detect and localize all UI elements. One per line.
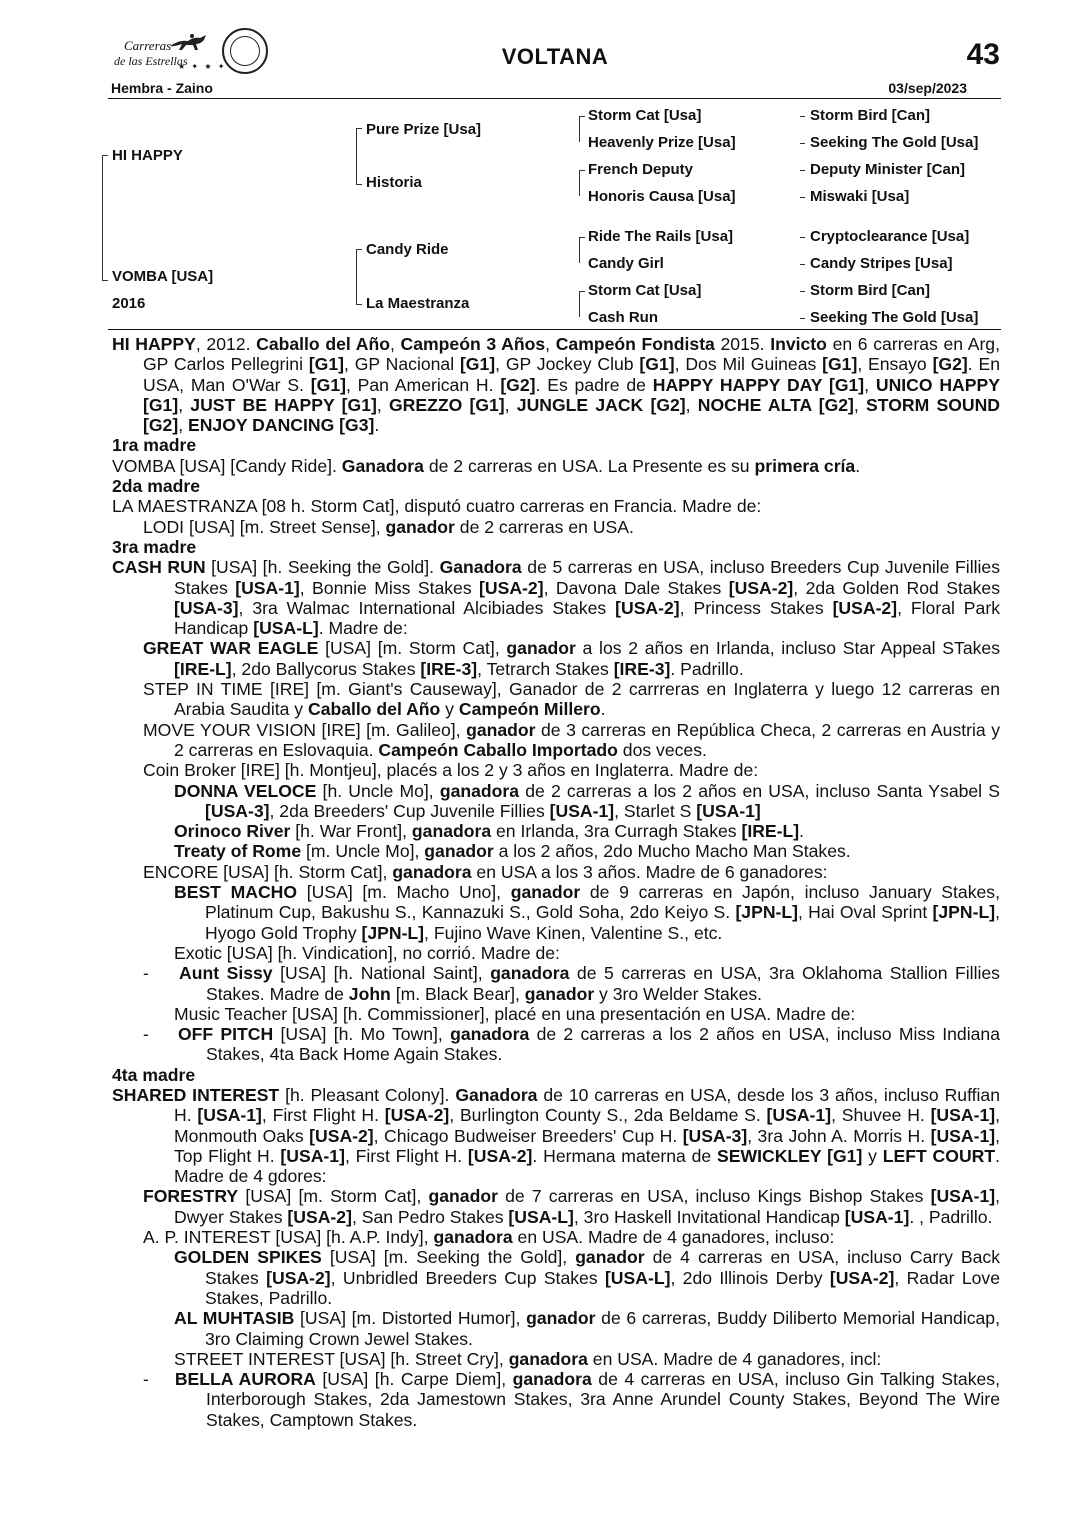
pedigree-gen3-8: Cash Run bbox=[588, 309, 659, 326]
pedigree-dash bbox=[800, 318, 805, 319]
produce-entry: - Aunt Sissy [USA] [h. National Saint], ganadora de 5 carreras en USA, 3ra Oklahoma Stallion Fillies Stakes. Madre de John [m. Black Bear], ganador y 3ro Welder Stakes. bbox=[143, 963, 1000, 1004]
fourth-dam-produce-list bbox=[112, 1186, 1000, 1430]
pedigree-gen3-4: Honoris Causa [Usa] bbox=[588, 188, 736, 205]
fourth-dam-paragraph: SHARED INTEREST [h. Pleasant Colony]. Ganadora de 10 carreras en USA, desde los 3 años, incluso Ruffian H. [USA-1], First Flight H. [USA-2], Burlington County S., 2da Beldame S. [USA-1], Shuvee H. [USA-1], Monmouth Oaks [USA-2], Chicago Budweiser Breeders' Cup H. [USA-3], 3ra John A. Morris H. [USA-1], Top Flight H. [USA-1], First Flight H. [USA-2]. Hermana materna de SEWICKLEY [G1] y LEFT COURT. Madre de 4 gdores: bbox=[112, 1084, 1001, 1187]
produce-entry: GOLDEN SPIKES [USA] [m. Seeking the Gold], ganador de 4 carreras en USA, incluso Carry Back Stakes [USA-2], Unbridled Breeders Cup Stakes [USA-L], 2do Illinois Derby [USA-2], Radar Love Stakes, Padrillo. bbox=[174, 1247, 1000, 1308]
stars-decoration-icon: ★ ✦ ★ ✦ bbox=[178, 62, 227, 71]
first-dam-paragraph: VOMBA [USA] [Candy Ride]. Ganadora de 2 carreras en USA. La Presente es su primera cría. bbox=[112, 455, 861, 476]
pedigree-bracket bbox=[102, 155, 103, 280]
produce-entry: ENCORE [USA] [h. Storm Cat], ganadora en USA a los 3 años. Madre de 6 ganadores: bbox=[143, 861, 828, 882]
catalog-date: 03/sep/2023 bbox=[888, 80, 967, 96]
produce-entry: Exotic [USA] [h. Vindication], no corrió. Madre de: bbox=[174, 942, 560, 963]
pedigree-gen4-1: Storm Bird [Can] bbox=[810, 107, 930, 124]
pedigree-dash bbox=[800, 264, 805, 265]
pedigree-bracket bbox=[579, 237, 580, 263]
pedigree-bracket bbox=[579, 291, 580, 317]
pedigree-bracket bbox=[579, 116, 580, 142]
produce-entry: - BELLA AURORA [USA] [h. Carpe Diem], ganadora de 4 carreras en USA, incluso Gin Talking Stakes, Interborough Stakes, 2da Jamestown Stakes, 3ra Anne Arundel County Stakes, Beyond The Wire Stakes, Camptown Stakes. bbox=[143, 1369, 1000, 1430]
produce-entry: GREAT WAR EAGLE [USA] [m. Storm Cat], ganador a los 2 años en Irlanda, incluso Star Appeal STakes [IRE-L], 2do Ballycorus Stakes [IRE-3], Tetrarch Stakes [IRE-3]. Padrillo. bbox=[143, 638, 1001, 679]
pedigree-bracket-tick bbox=[356, 249, 362, 250]
pedigree-dash bbox=[800, 116, 805, 117]
pedigree-bracket-tick bbox=[356, 304, 362, 305]
produce-entry: A. P. INTEREST [USA] [h. A.P. Indy], ganadora en USA. Madre de 4 ganadores, incluso: bbox=[143, 1227, 835, 1248]
pedigree-sire: HI HAPPY bbox=[112, 147, 183, 164]
pedigree-bracket-tick bbox=[102, 280, 108, 281]
pedigree-gen3-2: Heavenly Prize [Usa] bbox=[588, 134, 736, 151]
pedigree-gen2-4: La Maestranza bbox=[366, 295, 470, 312]
page-number: 43 bbox=[966, 38, 1000, 71]
pedigree-gen3-3: French Deputy bbox=[588, 161, 694, 178]
pedigree-bracket-tick bbox=[102, 155, 108, 156]
header-divider bbox=[108, 98, 1001, 99]
pedigree-divider bbox=[108, 329, 1001, 330]
fourth-dam-heading: 4ta madre bbox=[112, 1064, 196, 1085]
produce-entry: FORESTRY [USA] [m. Storm Cat], ganador de 7 carreras en USA, incluso Kings Bishop Stakes [USA-1], Dwyer Stakes [USA-2], San Pedro Stakes [USA-L], 3ro Haskell Invitational Handicap [USA-1]. , Padrillo. bbox=[143, 1186, 1000, 1227]
produce-entry: Treaty of Rome [m. Uncle Mo], ganador a los 2 años, 2do Mucho Macho Man Stakes. bbox=[174, 841, 851, 862]
produce-entry: MOVE YOUR VISION [IRE] [m. Galileo], ganador de 3 carreras en República Checa, 2 carreras en Austria y 2 carreras en Eslovaquia. Campeón Caballo Importado dos veces. bbox=[143, 719, 1000, 760]
pedigree-gen3-5: Ride The Rails [Usa] bbox=[588, 228, 734, 245]
pedigree-gen2-1: Pure Prize [Usa] bbox=[366, 121, 482, 138]
pedigree-gen4-5: Cryptoclearance [Usa] bbox=[810, 228, 970, 245]
sex-color: Hembra - Zaino bbox=[111, 80, 213, 96]
pedigree-gen4-6: Candy Stripes [Usa] bbox=[810, 255, 953, 272]
pedigree-bracket-tick bbox=[579, 170, 585, 171]
pedigree-bracket-tick bbox=[579, 237, 585, 238]
pedigree-gen4-7: Storm Bird [Can] bbox=[810, 282, 930, 299]
pedigree-dash bbox=[800, 170, 805, 171]
third-dam-paragraph: CASH RUN [USA] [h. Seeking the Gold]. Ganadora de 5 carreras en USA, incluso Breeders Cup Juvenile Fillies Stakes [USA-1], Bonnie Miss Stakes [USA-2], Davona Dale Stakes [USA-2], 2da Golden Rod Stakes [USA-3], 3ra Walmac International Alcibiades Stakes [USA-2], Princess Stakes [USA-2], Floral Park Handicap [USA-L]. Madre de: bbox=[112, 557, 1000, 639]
pedigree-dash bbox=[800, 237, 805, 238]
third-dam-produce-list bbox=[112, 638, 1000, 1064]
produce-entry: Orinoco River [h. War Front], ganadora en Irlanda, 3ra Curragh Stakes [IRE-L]. bbox=[174, 821, 805, 842]
produce-entry: STEP IN TIME [IRE] [m. Giant's Causeway], Ganador de 2 carrreras en Inglaterra y luego 12 carreras en Arabia Saudita y Caballo del Año y Campeón Millero. bbox=[143, 679, 1000, 720]
third-dam-heading: 3ra madre bbox=[112, 536, 197, 557]
pedigree-gen2-2: Historia bbox=[366, 174, 422, 191]
produce-entry: BEST MACHO [USA] [m. Macho Uno], ganador de 9 carreras en Japón, incluso January Stakes, Platinum Cup, Bakushu S., Kannazuki S., Gold Soha, 2do Keiyo S. [JPN-L], Hai Oval Sprint [JPN-L], Hyogo Gold Trophy [JPN-L], Fujino Wave Kinen, Valentine S., etc. bbox=[174, 882, 1000, 943]
pedigree-bracket-tick bbox=[356, 184, 362, 185]
pedigree-dam: VOMBA [USA] bbox=[112, 268, 214, 285]
pedigree-gen2-3: Candy Ride bbox=[366, 241, 449, 258]
pedigree-gen3-6: Candy Girl bbox=[588, 255, 664, 272]
pedigree-bracket-tick bbox=[356, 128, 362, 129]
produce-entry: STREET INTEREST [USA] [h. Street Cry], ganadora en USA. Madre de 4 ganadores, incl: bbox=[174, 1348, 882, 1369]
pedigree-gen3-1: Storm Cat [Usa] bbox=[588, 107, 702, 124]
logo-text-line2: de las Estrellas bbox=[114, 54, 188, 68]
sire-paragraph: HI HAPPY, 2012. Caballo del Año, Campeón 3 Años, Campeón Fondista 2015. Invicto en 6 carreras en Arg, GP Carlos Pellegrini [G1], GP Nacional [G1], GP Jockey Club [G1], Dos Mil Guineas [G1], Ensayo [G2]. En USA, Man O'War S. [G1], Pan American H. [G2]. Es padre de HAPPY HAPPY DAY [G1], UNICO HAPPY [G1], JUST BE HAPPY [G1], GREZZO [G1], JUNGLE JACK [G2], NOCHE ALTA [G2], STORM SOUND [G2], ENJOY DANCING [G3]. bbox=[112, 334, 1000, 436]
produce-entry: Coin Broker [IRE] [h. Montjeu], placés a los 2 y 3 años en Inglaterra. Madre de: bbox=[143, 760, 759, 781]
pedigree-dash bbox=[800, 143, 805, 144]
pedigree-dash bbox=[800, 197, 805, 198]
pedigree-bracket-tick bbox=[579, 116, 585, 117]
pedigree-gen4-2: Seeking The Gold [Usa] bbox=[810, 134, 979, 151]
pedigree-gen4-3: Deputy Minister [Can] bbox=[810, 161, 966, 178]
pedigree-bracket bbox=[579, 170, 580, 196]
produce-entry: - OFF PITCH [USA] [h. Mo Town], ganadora de 2 carreras a los 2 años en USA, incluso Miss Indiana Stakes, 4ta Back Home Again Stakes. bbox=[143, 1024, 1000, 1065]
pedigree-dash bbox=[800, 291, 805, 292]
pedigree-gen4-4: Miswaki [Usa] bbox=[810, 188, 910, 205]
first-dam-heading: 1ra madre bbox=[112, 435, 197, 456]
pedigree-gen3-7: Storm Cat [Usa] bbox=[588, 282, 702, 299]
produce-entry: Music Teacher [USA] [h. Commissioner], placé en una presentación en USA. Madre de: bbox=[174, 1003, 856, 1024]
pedigree-bracket bbox=[356, 128, 357, 184]
second-dam-paragraph: LA MAESTRANZA [08 h. Storm Cat], disputó cuatro carreras en Francia. Madre de: bbox=[112, 496, 762, 517]
pedigree-dam-year: 2016 bbox=[112, 295, 146, 312]
pedigree-bracket bbox=[356, 249, 357, 304]
produce-entry: DONNA VELOCE [h. Uncle Mo], ganadora de 2 carreras a los 2 años en USA, incluso Santa Ysabel S [USA-3], 2da Breeders' Cup Juvenile Fillies [USA-1], Starlet S [USA-1] bbox=[174, 780, 1000, 821]
pedigree-gen4-8: Seeking The Gold [Usa] bbox=[810, 309, 979, 326]
produce-entry: AL MUHTASIB [USA] [m. Distorted Humor], ganador de 6 carreras, Buddy Diliberto Memorial Handicap, 3ro Claiming Crown Jewel Stakes. bbox=[174, 1308, 1000, 1349]
second-dam-produce: LODI [USA] [m. Street Sense], ganador de 2 carreras en USA. bbox=[143, 516, 634, 537]
pedigree-bracket-tick bbox=[579, 291, 585, 292]
catalog-text bbox=[112, 334, 1000, 1430]
logo-text-line1: Carreras bbox=[124, 38, 172, 53]
second-dam-heading: 2da madre bbox=[112, 476, 201, 497]
horse-name-title: VOLTANA bbox=[501, 44, 609, 69]
